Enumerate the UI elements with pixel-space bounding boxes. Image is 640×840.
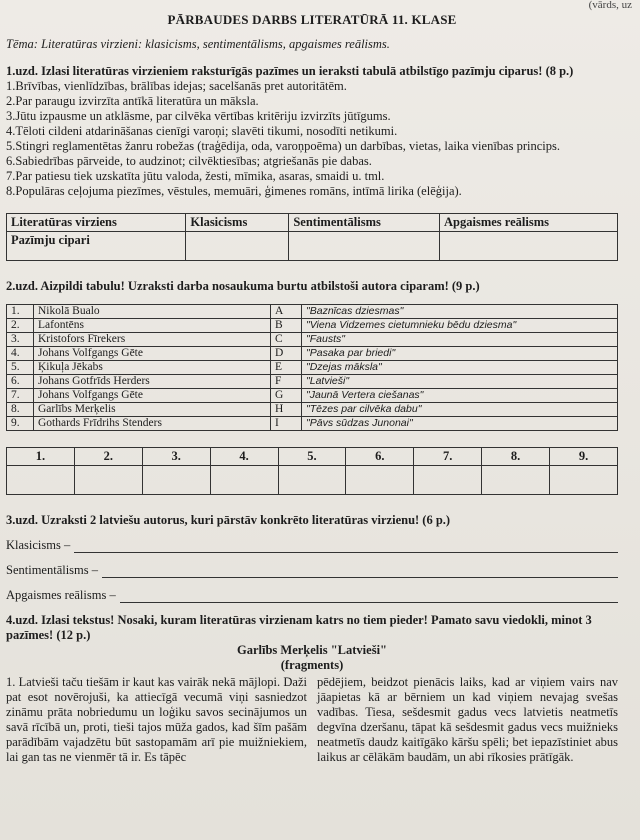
task1-list (6, 79, 618, 199)
task2-heading: 2.uzd. Aizpildi tabulu! Uzraksti darba nosaukuma burtu atbilstoši autora ciparam! (9 p.) (6, 279, 480, 293)
cell-author: Gothards Frīdrihs Stenders (34, 417, 271, 431)
answer-cell[interactable] (440, 232, 618, 261)
fill-line-enlightenment-realism (6, 588, 618, 603)
cell-letter: A (271, 305, 302, 319)
list-item: 4.Tēloti cildeni atdarināšanas cienīgi varoņi; slavēti tikumi, nosodīti netikumi. (6, 124, 398, 138)
cell-author: Ķikuļa Jēkabs (34, 361, 271, 375)
table-header: Apgaismes reālisms (440, 214, 618, 232)
task3-heading: 3.uzd. Uzraksti 2 latviešu autorus, kuri pārstāv konkrēto literatūras virzienu! (6 p.) (6, 513, 451, 527)
fill-line-classicism (6, 538, 618, 553)
task2-table (6, 304, 618, 431)
table-row (7, 347, 618, 361)
excerpt-columns (6, 675, 618, 765)
cell-work: "Tēzes par cilvēka dabu" (302, 403, 618, 417)
table-row (7, 232, 618, 261)
cell-num: 4. (7, 347, 34, 361)
table-row (7, 389, 618, 403)
list-item: 6.Sabiedrības pārveide, to audzinot; cilvēktiesības; atgriešanās pie dabas. (6, 154, 372, 168)
answer-cell[interactable] (186, 232, 289, 261)
answer-cell[interactable] (278, 466, 346, 495)
task4-heading: 4.uzd. Izlasi tekstus! Nosaki, kuram literatūras virzienam katrs no tiem pieder! Pamato savu viedokli, minot 3 pazīmes! (12 p.) (6, 613, 592, 642)
table-header: Literatūras virziens (7, 214, 186, 232)
table-row (7, 466, 618, 495)
answer-header: 8. (482, 448, 550, 466)
list-item: 2.Par paraugu izvirzīta antīkā literatūra un māksla. (6, 94, 259, 108)
table-header: Klasicisms (186, 214, 289, 232)
task1-table (6, 213, 618, 261)
page-title: PĀRBAUDES DARBS LITERATŪRĀ 11. KLASE (167, 12, 457, 27)
excerpt-left: 1. Latvieši taču tiešām ir kaut kas vairāk nekā mājlopi. Daži pat esot novērojuši, ka attiecīgā vecumā viņi sasniedzot zināmu prāta nobriedumu un loģiku savos secinājumos un savā rīcībā un, proti, tieši tajos mūža gados, kad šīm pašām parādībām vajadzētu būt sastopamām arī pie muižniekiem, lai gan tas ne vienmēr tā ir. Es tāpēc (6, 675, 307, 764)
table-header-row (7, 214, 618, 232)
answer-header: 9. (550, 448, 618, 466)
table-row (7, 403, 618, 417)
cell-author: Johans Gotfrīds Herders (34, 375, 271, 389)
cell-letter: H (271, 403, 302, 417)
task1-heading: 1.uzd. Izlasi literatūras virzieniem raksturīgās pazīmes un ieraksti tabulā atbilstīgo pazīmju ciparus! (8 p.) (6, 64, 574, 78)
answer-line[interactable] (74, 540, 618, 553)
cell-num: 6. (7, 375, 34, 389)
table-row (7, 361, 618, 375)
answer-cell[interactable] (550, 466, 618, 495)
cell-work: "Baznīcas dziesmas" (302, 305, 618, 319)
answer-header: 4. (210, 448, 278, 466)
answer-cell[interactable] (414, 466, 482, 495)
list-item: 5.Stingri reglamentētas žanru robežas (traģēdija, oda, varoņpoēma) un darbības, vietas, laika vienības princips. (6, 139, 560, 153)
cell-author: Kristofors Fīrekers (34, 333, 271, 347)
answer-header: 1. (7, 448, 75, 466)
table-row (7, 333, 618, 347)
answer-header: 2. (74, 448, 142, 466)
answer-cell[interactable] (7, 466, 75, 495)
theme-line: Tēma: Literatūras virzieni: klasicisms, sentimentālisms, apgaismes reālisms. (6, 37, 390, 51)
cell-author: Johans Volfgangs Gēte (34, 389, 271, 403)
list-item: 7.Par patiesu tiek uzskatīta jūtu valoda, žesti, mīmika, asaras, smaidi u. tml. (6, 169, 385, 183)
fill-label: Sentimentālisms – (6, 563, 99, 577)
cell-work: "Viena Vidzemes cietumnieku bēdu dziesma" (302, 319, 618, 333)
task2-answer-table (6, 447, 618, 495)
answer-header: 6. (346, 448, 414, 466)
fill-label: Klasicisms – (6, 538, 71, 552)
table-row (7, 417, 618, 431)
cell-num: 2. (7, 319, 34, 333)
cell-letter: I (271, 417, 302, 431)
cell-num: 3. (7, 333, 34, 347)
answer-cell[interactable] (289, 232, 440, 261)
fill-line-sentimentalism (6, 563, 618, 578)
cell-letter: F (271, 375, 302, 389)
cell-letter: C (271, 333, 302, 347)
answer-cell[interactable] (346, 466, 414, 495)
row-label: Pazīmju cipari (7, 232, 186, 261)
table-row (7, 305, 618, 319)
table-header: Sentimentālisms (289, 214, 440, 232)
cell-num: 7. (7, 389, 34, 403)
answer-cell[interactable] (482, 466, 550, 495)
cell-work: "Pāvs sūdzas Junonai" (302, 417, 618, 431)
cell-num: 8. (7, 403, 34, 417)
list-item: 1.Brīvības, vienlīdzības, brālības idejas; sacelšanās pret autoritātēm. (6, 79, 347, 93)
cell-work: "Latvieši" (302, 375, 618, 389)
excerpt-right: pēdējiem, beidzot pienācis laiks, kad ar viņiem vairs nav jāapietas kā ar bērniem un kad viņiem nevajag svešas vadības. Tiesa, sešdesmit gadus vecs latvietis neatmetīs degvīna dzeršanu, tāpat kā sešdesmit gadus vecs muižnieks neatmetīs daudz kaitīgāko kāršu spēli; bet iepazīstiniet abus laikus ar cēlākām baudām, un abi rīkosies prātīgāk. (317, 675, 618, 764)
cell-work: "Fausts" (302, 333, 618, 347)
cell-num: 9. (7, 417, 34, 431)
corner-note: (vārds, uz (588, 0, 632, 11)
cell-letter: E (271, 361, 302, 375)
cell-author: Lafontēns (34, 319, 271, 333)
table-header-row (7, 448, 618, 466)
cell-work: "Jaunā Vertera ciešanas" (302, 389, 618, 403)
answer-header: 3. (142, 448, 210, 466)
cell-letter: G (271, 389, 302, 403)
answer-header: 7. (414, 448, 482, 466)
answer-line[interactable] (102, 565, 618, 578)
excerpt-subtitle: (fragments) (280, 658, 344, 672)
answer-header: 5. (278, 448, 346, 466)
cell-letter: D (271, 347, 302, 361)
list-item: 3.Jūtu izpausme un atklāsme, par cilvēka vērtības kritēriju izvirzīts jūtīgums. (6, 109, 391, 123)
cell-author: Johans Volfgangs Gēte (34, 347, 271, 361)
answer-cell[interactable] (210, 466, 278, 495)
excerpt-title: Garlībs Merķelis "Latvieši" (237, 643, 387, 657)
cell-author: Garlībs Merķelis (34, 403, 271, 417)
cell-author: Nikolā Bualo (34, 305, 271, 319)
table-row (7, 375, 618, 389)
cell-num: 1. (7, 305, 34, 319)
answer-cell[interactable] (74, 466, 142, 495)
list-item: 8.Populāras ceļojuma piezīmes, vēstules, memuāri, ģimenes romāns, intīmā lirika (elēģija). (6, 184, 462, 198)
cell-letter: B (271, 319, 302, 333)
table-row (7, 319, 618, 333)
cell-work: "Pasaka par briedi" (302, 347, 618, 361)
answer-cell[interactable] (142, 466, 210, 495)
answer-line[interactable] (120, 590, 618, 603)
cell-work: "Dzejas māksla" (302, 361, 618, 375)
cell-num: 5. (7, 361, 34, 375)
fill-label: Apgaismes reālisms – (6, 588, 116, 602)
